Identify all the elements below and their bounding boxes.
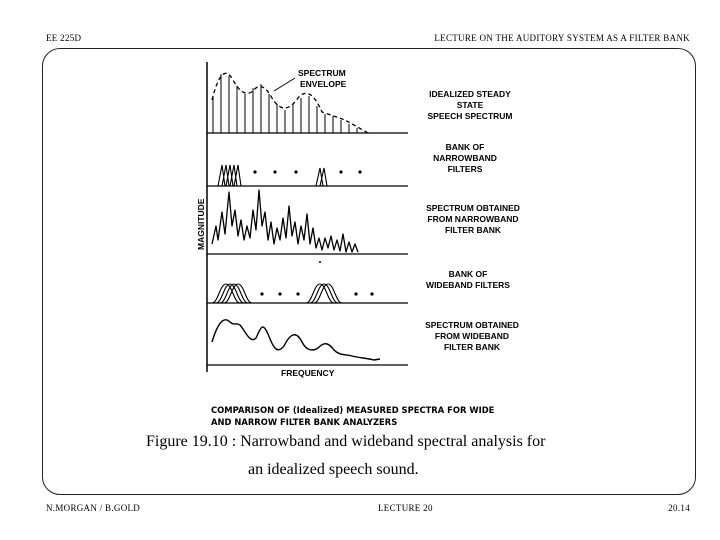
narrowband-filter-group-1 <box>218 165 241 186</box>
figure-caption-line-2: an idealized speech sound. <box>248 461 419 478</box>
narrowband-dots <box>253 170 361 173</box>
panel-4-label-line-2: WIDEBAND FILTERS <box>426 280 510 290</box>
y-axis-label: MAGNITUDE <box>196 198 206 250</box>
stray-dot <box>319 261 321 263</box>
lecture-title: LECTURE ON THE AUDITORY SYSTEM AS A FILTER BANK <box>434 33 690 43</box>
wideband-filter-group-2 <box>306 284 342 303</box>
panel-3-label-line-2: FROM NARROWBAND <box>427 214 519 224</box>
panel-3-label-line-3: FILTER BANK <box>444 225 502 235</box>
panel-1-label-line-2: STATE <box>456 100 484 110</box>
panel-4-label-line-1: BANK OF <box>448 269 488 279</box>
envelope-label-line-1: SPECTRUM <box>298 68 346 78</box>
panel-5-label-line-1: SPECTRUM OBTAINED <box>425 320 519 330</box>
panel-5-label-line-2: FROM WIDEBAND <box>434 331 510 341</box>
panel-1-label-line-1: IDEALIZED STEADY <box>429 89 511 99</box>
footer-authors: N.MORGAN / B.GOLD <box>46 503 141 513</box>
panel-labels <box>425 89 520 352</box>
figure-inner-caption-line-1: COMPARISON OF (Idealized) MEASURED SPECTRA FOR WIDE <box>211 405 495 415</box>
x-axis-label: FREQUENCY <box>281 368 335 378</box>
figure-caption-line-1: Figure 19.10 : Narrowband and wideband spectral analysis for <box>146 433 546 450</box>
narrowband-filter-group-2 <box>316 168 327 186</box>
narrowband-spectrum <box>212 190 358 252</box>
footer-page-number: 20.14 <box>668 503 690 513</box>
footer-lecture: LECTURE 20 <box>378 503 433 513</box>
envelope-pointer <box>274 78 295 91</box>
panel-2-label-line-3: FILTERS <box>447 164 483 174</box>
panel-2-label-line-2: NARROWBAND <box>433 153 497 163</box>
wideband-spectrum <box>212 320 380 360</box>
panel-3-label-line-1: SPECTRUM OBTAINED <box>426 203 520 213</box>
course-code: EE 225D <box>46 33 82 43</box>
panel-1-label-line-3: SPEECH SPECTRUM <box>427 111 513 121</box>
wideband-filter-group-1 <box>212 284 252 303</box>
panel-2-label-line-1: BANK OF <box>445 142 485 152</box>
figure-inner-caption-line-2: AND NARROW FILTER BANK ANALYZERS <box>211 417 398 427</box>
envelope-label-line-2: ENVELOPE <box>300 79 347 89</box>
panel-5-label-line-3: FILTER BANK <box>443 342 501 352</box>
